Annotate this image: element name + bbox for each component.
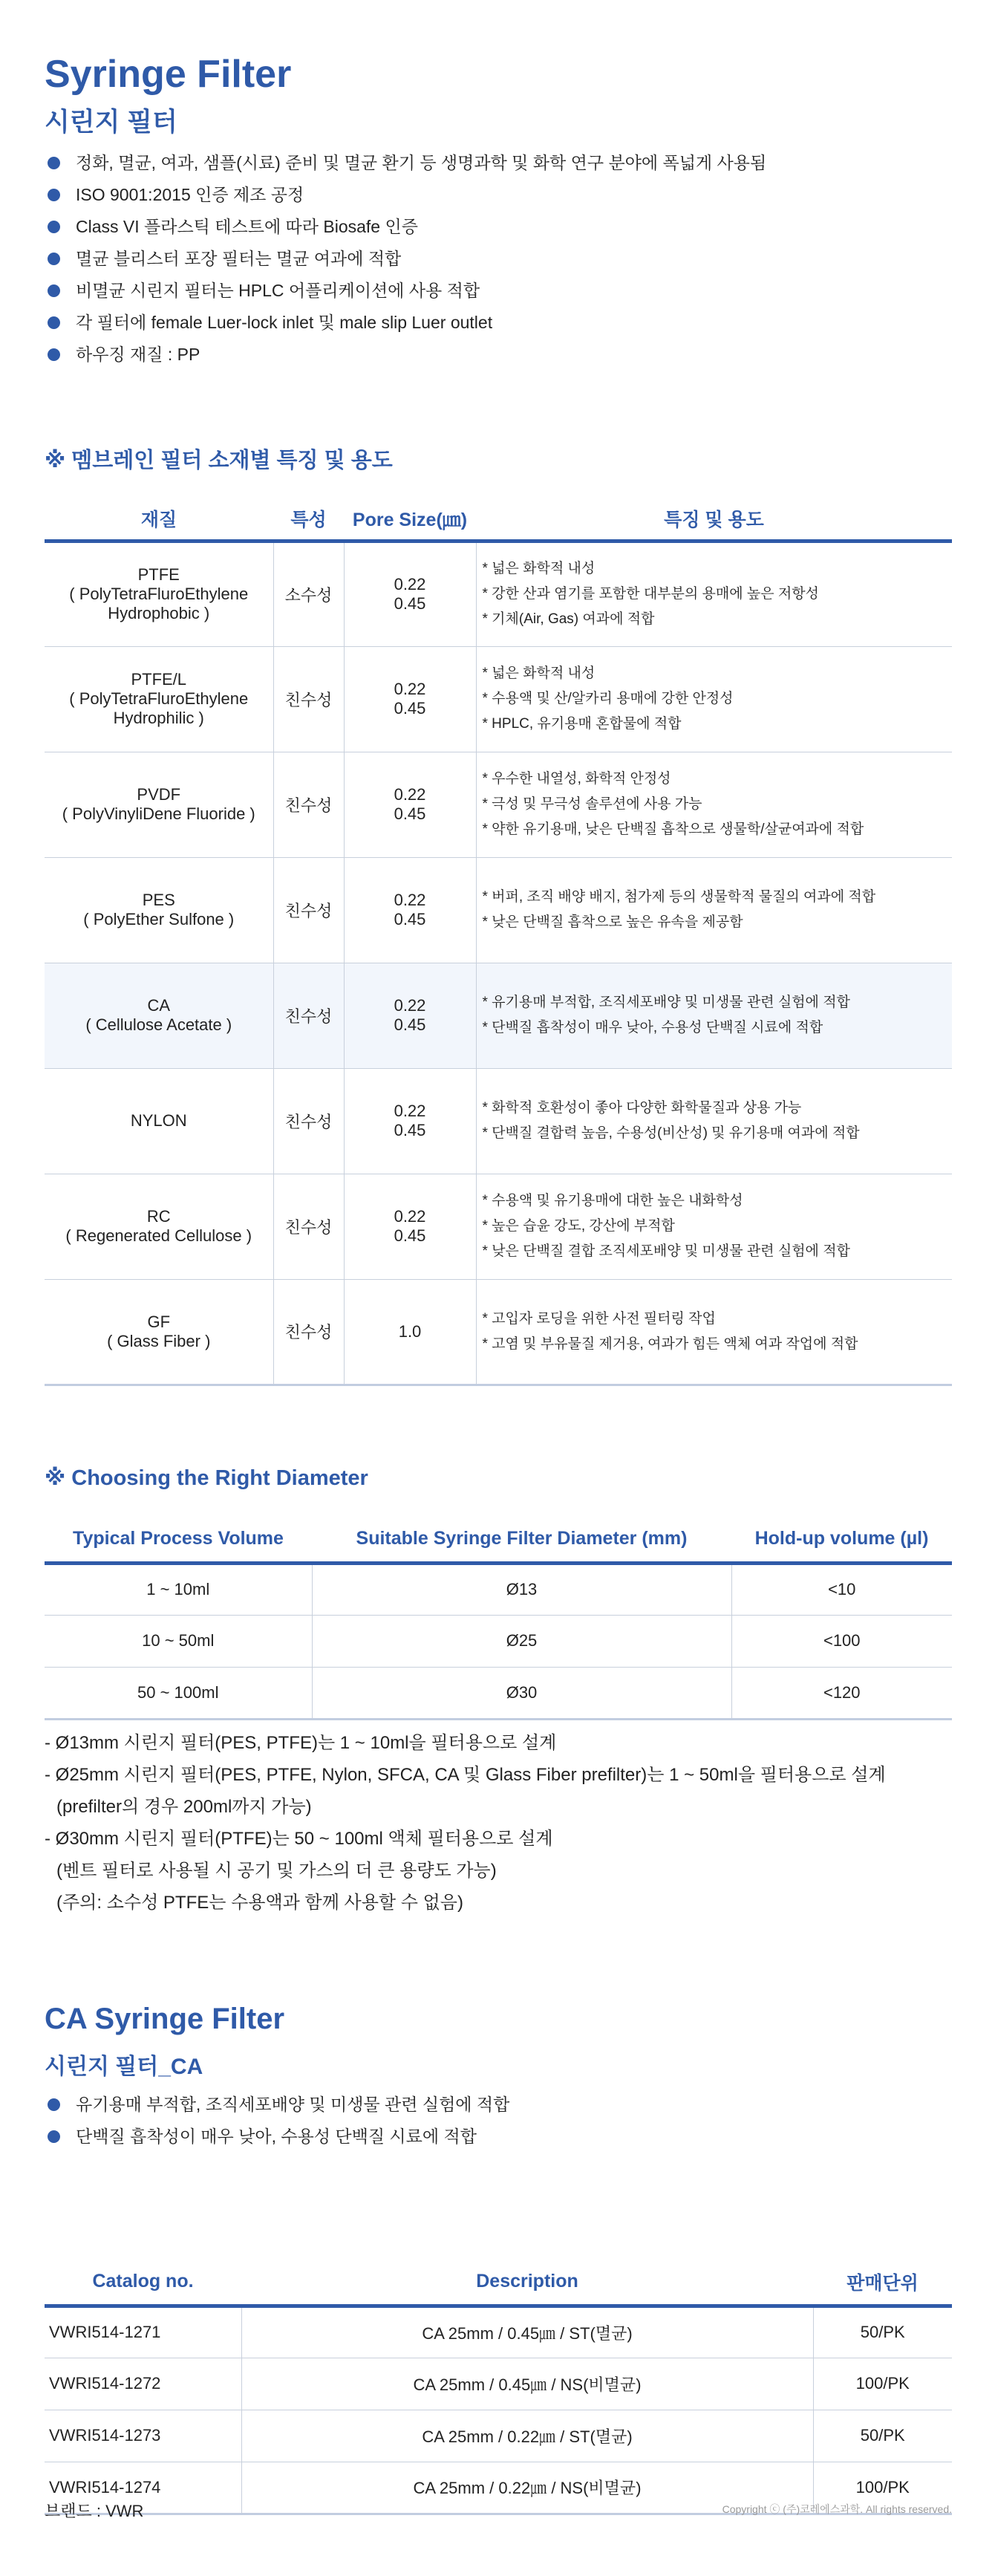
table-row bbox=[45, 1563, 952, 1615]
volume-cell: 10 ~ 50ml bbox=[45, 1615, 312, 1667]
copyright-notice: Copyright ⓒ (주)코레에스과학. All rights reserved. bbox=[722, 2503, 952, 2515]
features-cell: * 유기용매 부적합, 조직세포배양 및 미생물 관련 실험에 적합 * 단백질 흡착성이 매우 낮아, 수용성 단백질 시료에 적합 bbox=[476, 963, 952, 1068]
features-cell: * 화학적 호환성이 좋아 다양한 화학물질과 상용 가능 * 단백질 결합력 높음, 수용성(비산성) 및 유기용매 여과에 적합 bbox=[476, 1068, 952, 1174]
catalog-no-cell: VWRI514-1273 bbox=[45, 2410, 241, 2462]
material-cell: RC ( Regenerated Cellulose ) bbox=[45, 1174, 273, 1279]
catalog-no-cell: VWRI514-1274 bbox=[45, 2462, 241, 2514]
diameter-notes bbox=[45, 1727, 886, 1919]
bullet-dot-icon bbox=[48, 157, 60, 169]
bullet-dot-icon bbox=[48, 221, 60, 233]
note-line: (벤트 필터로 사용될 시 공기 및 가스의 더 큰 용량도 가능) bbox=[56, 1861, 497, 1881]
column-header-property: 특성 bbox=[273, 498, 344, 541]
diameter-cell: Ø13 bbox=[312, 1563, 731, 1615]
sales-unit-cell: 50/PK bbox=[813, 2410, 952, 2462]
catalog-no-cell: VWRI514-1272 bbox=[45, 2358, 241, 2410]
features-cell: * 우수한 내열성, 화학적 안정성 * 극성 및 무극성 솔루션에 사용 가능 * 약한 유기용매, 낮은 단백질 흡착으로 생물학/살균여과에 적합 bbox=[476, 752, 952, 857]
material-cell: PTFE/L ( PolyTetraFluroEthylene Hydrophilic ) bbox=[45, 646, 273, 752]
bullet-dot-icon bbox=[48, 253, 60, 265]
sales-unit-cell: 100/PK bbox=[813, 2462, 952, 2514]
property-cell: 친수성 bbox=[273, 1174, 344, 1279]
bullet-dot-icon bbox=[48, 189, 60, 201]
list-item: Class VI 플라스틱 테스트에 따라 Biosafe 인증 bbox=[45, 211, 766, 243]
property-cell: 친수성 bbox=[273, 1068, 344, 1174]
table-row bbox=[45, 1279, 952, 1385]
material-cell: PVDF ( PolyVinyliDene Fluoride ) bbox=[45, 752, 273, 857]
ca-bullet-list bbox=[45, 2089, 509, 2153]
column-header-hold-up-volume: Hold-up volume (µl) bbox=[731, 1517, 952, 1563]
pore-size-cell: 0.22 0.45 bbox=[344, 646, 476, 752]
ca-section-title: CA Syringe Filter bbox=[45, 2003, 285, 2035]
bullet-dot-icon bbox=[48, 2098, 60, 2111]
bullet-dot-icon bbox=[48, 284, 60, 297]
note-line: (prefilter의 경우 200ml까지 가능) bbox=[56, 1797, 312, 1817]
features-cell: * 넓은 화학적 내성 * 강한 산과 염기를 포함한 대부분의 용매에 높은 저항성 * 기체(Air, Gas) 여과에 적합 bbox=[476, 541, 952, 646]
hold-up-cell: <10 bbox=[731, 1563, 952, 1615]
intro-bullet-list bbox=[45, 147, 766, 371]
description-cell: CA 25mm / 0.22㎛ / NS(비멸균) bbox=[241, 2462, 813, 2514]
table-row bbox=[45, 963, 952, 1068]
table-row bbox=[45, 857, 952, 963]
property-cell: 친수성 bbox=[273, 752, 344, 857]
sales-unit-cell: 100/PK bbox=[813, 2358, 952, 2410]
column-header-description: Description bbox=[241, 2260, 813, 2306]
pore-size-cell: 1.0 bbox=[344, 1279, 476, 1385]
material-cell: PTFE ( PolyTetraFluroEthylene Hydrophobic ) bbox=[45, 541, 273, 646]
pore-size-cell: 0.22 0.45 bbox=[344, 857, 476, 963]
table-row bbox=[45, 2358, 952, 2410]
table-row bbox=[45, 1667, 952, 1719]
hold-up-cell: <120 bbox=[731, 1667, 952, 1719]
note-line: - Ø25mm 시린지 필터(PES, PTFE, Nylon, SFCA, CA 및 Glass Fiber prefilter)는 1 ~ 50ml을 필터용으로 설계 bbox=[45, 1765, 886, 1785]
volume-cell: 50 ~ 100ml bbox=[45, 1667, 312, 1719]
bullet-dot-icon bbox=[48, 2130, 60, 2143]
membrane-table bbox=[45, 498, 952, 1386]
note-line: (주의: 소수성 PTFE는 수용액과 함께 사용할 수 없음) bbox=[56, 1893, 463, 1913]
sales-unit-cell: 50/PK bbox=[813, 2306, 952, 2358]
column-header-process-volume: Typical Process Volume bbox=[45, 1517, 312, 1563]
description-cell: CA 25mm / 0.45㎛ / NS(비멸균) bbox=[241, 2358, 813, 2410]
pore-size-cell: 0.22 0.45 bbox=[344, 541, 476, 646]
list-item: 유기용매 부적합, 조직세포배양 및 미생물 관련 실험에 적합 bbox=[45, 2089, 509, 2121]
table-row bbox=[45, 1615, 952, 1667]
features-cell: * 버퍼, 조직 배양 배지, 첨가제 등의 생물학적 물질의 여과에 적합 * 낮은 단백질 흡착으로 높은 유속을 제공함 bbox=[476, 857, 952, 963]
pore-size-cell: 0.22 0.45 bbox=[344, 1174, 476, 1279]
features-cell: * 수용액 및 유기용매에 대한 높은 내화학성 * 높은 습윤 강도, 강산에 부적합 * 낮은 단백질 결합 조직세포배양 및 미생물 관련 실험에 적합 bbox=[476, 1174, 952, 1279]
pore-size-cell: 0.22 0.45 bbox=[344, 752, 476, 857]
bullet-dot-icon bbox=[48, 348, 60, 361]
column-header-material: 재질 bbox=[45, 498, 273, 541]
table-row bbox=[45, 541, 952, 646]
table-row bbox=[45, 2410, 952, 2462]
list-item: 정화, 멸균, 여과, 샘플(시료) 준비 및 멸균 환기 등 생명과학 및 화학 연구 분야에 폭넓게 사용됨 bbox=[45, 147, 766, 179]
brand-label: 브랜드 : VWR bbox=[45, 2502, 144, 2520]
list-item: 비멸균 시린지 필터는 HPLC 어플리케이션에 사용 적합 bbox=[45, 275, 766, 307]
list-item: 각 필터에 female Luer-lock inlet 및 male slip Luer outlet bbox=[45, 307, 766, 339]
diameter-cell: Ø25 bbox=[312, 1615, 731, 1667]
property-cell: 소수성 bbox=[273, 541, 344, 646]
property-cell: 친수성 bbox=[273, 646, 344, 752]
column-header-pore-size: Pore Size(㎛) bbox=[344, 498, 476, 541]
catalog-no-cell: VWRI514-1271 bbox=[45, 2306, 241, 2358]
property-cell: 친수성 bbox=[273, 857, 344, 963]
page-title: Syringe Filter bbox=[45, 53, 292, 96]
column-header-filter-diameter: Suitable Syringe Filter Diameter (mm) bbox=[312, 1517, 731, 1563]
property-cell: 친수성 bbox=[273, 1279, 344, 1385]
pore-size-cell: 0.22 0.45 bbox=[344, 1068, 476, 1174]
material-cell: GF ( Glass Fiber ) bbox=[45, 1279, 273, 1385]
material-cell: NYLON bbox=[45, 1068, 273, 1174]
diameter-table bbox=[45, 1517, 952, 1720]
table-row bbox=[45, 752, 952, 857]
table-row bbox=[45, 1174, 952, 1279]
features-cell: * 넓은 화학적 내성 * 수용액 및 산/알카리 용매에 강한 안정성 * HPLC, 유기용매 혼합물에 적합 bbox=[476, 646, 952, 752]
table-row bbox=[45, 2306, 952, 2358]
note-line: - Ø30mm 시린지 필터(PTFE)는 50 ~ 100ml 액체 필터용으로 설계 bbox=[45, 1829, 553, 1849]
diameter-cell: Ø30 bbox=[312, 1667, 731, 1719]
ca-section-subtitle: 시린지 필터_CA bbox=[45, 2055, 203, 2079]
catalog-table bbox=[45, 2260, 952, 2515]
volume-cell: 1 ~ 10ml bbox=[45, 1563, 312, 1615]
column-header-features: 특징 및 용도 bbox=[476, 498, 952, 541]
note-line: - Ø13mm 시린지 필터(PES, PTFE)는 1 ~ 10ml을 필터용으로 설계 bbox=[45, 1733, 557, 1753]
features-cell: * 고입자 로딩을 위한 사전 필터링 작업 * 고염 및 부유물질 제거용, 여과가 힘든 액체 여과 작업에 적합 bbox=[476, 1279, 952, 1385]
list-item: 멸균 블리스터 포장 필터는 멸균 여과에 적합 bbox=[45, 243, 766, 275]
description-cell: CA 25mm / 0.45㎛ / ST(멸균) bbox=[241, 2306, 813, 2358]
page-subtitle: 시린지 필터 bbox=[45, 108, 177, 137]
table-row bbox=[45, 1068, 952, 1174]
table-row bbox=[45, 646, 952, 752]
column-header-sales-unit: 판매단위 bbox=[813, 2260, 952, 2306]
column-header-catalog-no: Catalog no. bbox=[45, 2260, 241, 2306]
diameter-section-heading: ※ Choosing the Right Diameter bbox=[45, 1466, 368, 1490]
list-item: 하우징 재질 : PP bbox=[45, 339, 766, 371]
material-cell: PES ( PolyEther Sulfone ) bbox=[45, 857, 273, 963]
property-cell: 친수성 bbox=[273, 963, 344, 1068]
hold-up-cell: <100 bbox=[731, 1615, 952, 1667]
membrane-section-heading: ※ 멤브레인 필터 소재별 특징 및 용도 bbox=[45, 449, 393, 472]
description-cell: CA 25mm / 0.22㎛ / ST(멸균) bbox=[241, 2410, 813, 2462]
list-item: 단백질 흡착성이 매우 낮아, 수용성 단백질 시료에 적합 bbox=[45, 2121, 509, 2153]
bullet-dot-icon bbox=[48, 316, 60, 329]
material-cell: CA ( Cellulose Acetate ) bbox=[45, 963, 273, 1068]
list-item: ISO 9001:2015 인증 제조 공정 bbox=[45, 179, 766, 211]
pore-size-cell: 0.22 0.45 bbox=[344, 963, 476, 1068]
